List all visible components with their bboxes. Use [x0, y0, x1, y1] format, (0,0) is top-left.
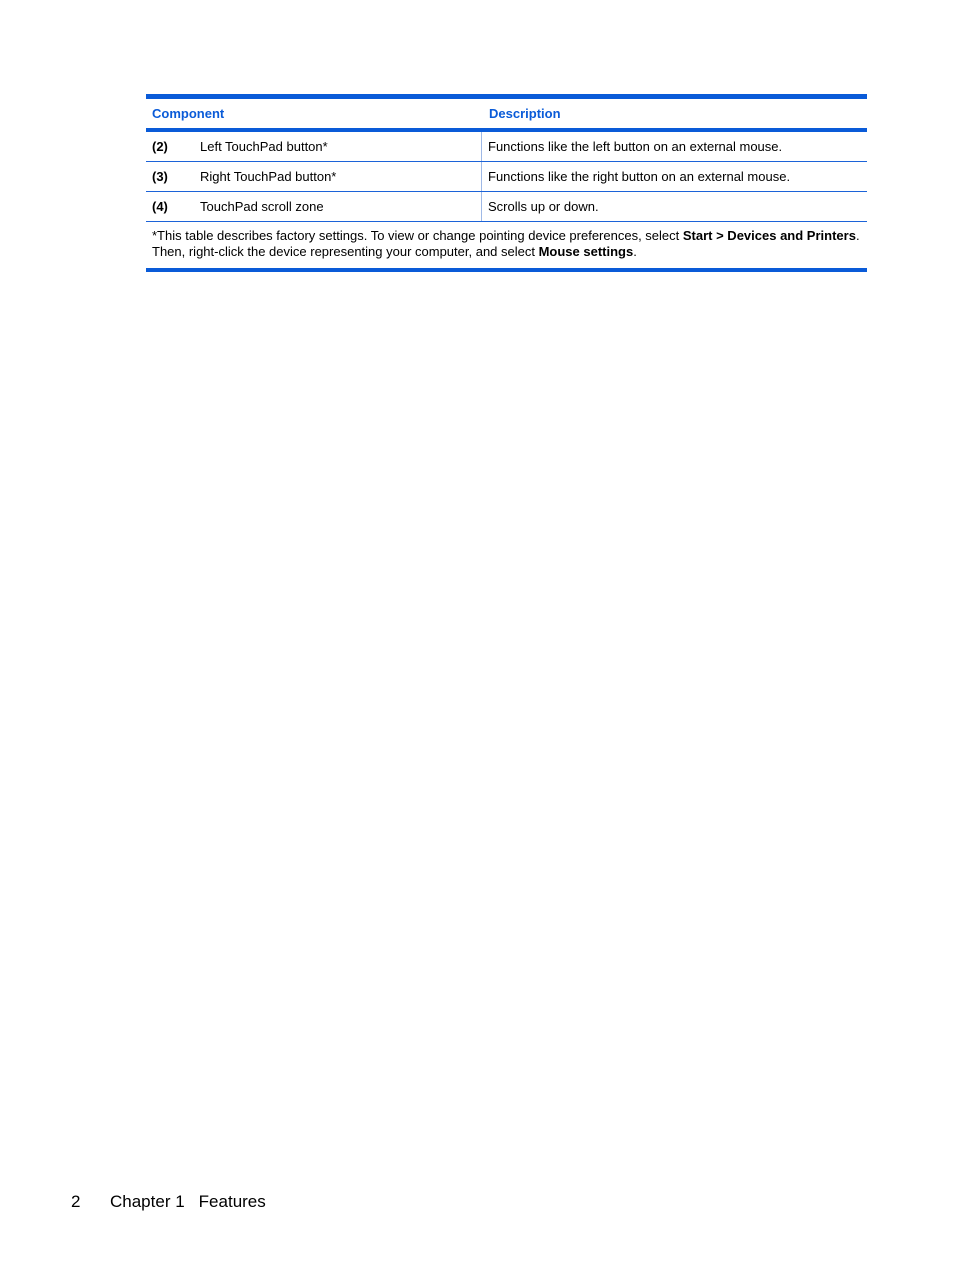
- component-name: Left TouchPad button*: [200, 139, 328, 154]
- component-cell: [146, 162, 482, 191]
- table-footnote: [146, 222, 867, 268]
- header-component: Component: [152, 106, 225, 121]
- footnote-text-2: . Then, right-click the device representing your computer, and select: [152, 228, 860, 259]
- chapter-label: Chapter 1: [110, 1192, 185, 1211]
- section-label: Features: [198, 1192, 266, 1211]
- component-number: (2): [152, 139, 168, 154]
- description-cell: Functions like the left button on an external mouse.: [488, 139, 783, 154]
- component-table: [146, 94, 867, 272]
- footnote-text-3: .: [633, 244, 637, 259]
- component-name: Right TouchPad button*: [200, 169, 337, 184]
- component-cell: [146, 132, 482, 161]
- table-row: [146, 192, 867, 222]
- page-footer: [71, 1192, 266, 1212]
- table-header: [146, 99, 867, 132]
- page-number: 2: [71, 1192, 81, 1211]
- component-name: TouchPad scroll zone: [200, 199, 324, 214]
- footnote-bold-path: Start > Devices and Printers: [682, 228, 856, 243]
- footnote-text-1: *This table describes factory settings. To view or change pointing device preferences, select: [152, 228, 683, 243]
- component-number: (3): [152, 169, 168, 184]
- table-row: [146, 162, 867, 192]
- header-description: Description: [482, 99, 867, 128]
- footnote-bold-setting: Mouse settings: [538, 244, 634, 259]
- component-number: (4): [152, 199, 168, 214]
- description-cell: Scrolls up or down.: [488, 199, 599, 214]
- description-cell: Functions like the right button on an external mouse.: [488, 169, 791, 184]
- table-row: [146, 132, 867, 162]
- component-cell: [146, 192, 482, 221]
